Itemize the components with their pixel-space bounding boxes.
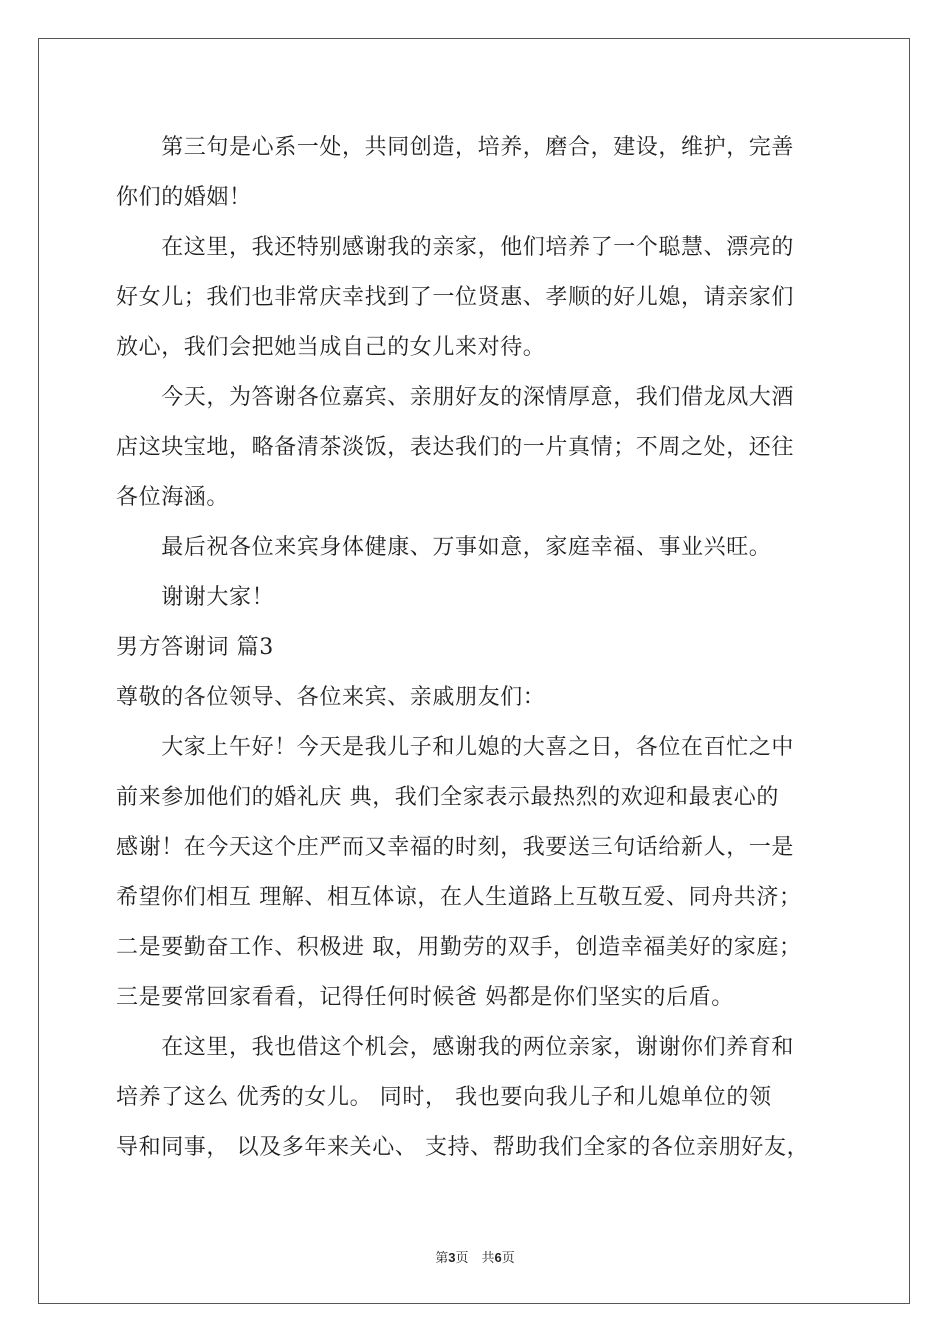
salutation: 尊敬的各位领导、各位来宾、亲戚朋友们： bbox=[116, 685, 546, 710]
text-line: 你们的婚姻！ bbox=[116, 185, 252, 210]
section-heading: 男方答谢词 篇3 bbox=[116, 635, 274, 660]
text-line: 前来参加他们的婚礼庆 典，我们全家表示最热烈的欢迎和最衷心的 bbox=[116, 785, 779, 810]
text-line: 各位海涵。 bbox=[116, 485, 230, 510]
page-number-footer bbox=[0, 1247, 950, 1266]
text-line: 好女儿；我们也非常庆幸找到了一位贤惠、孝顺的好儿媳，请亲家们 bbox=[116, 285, 795, 310]
text-line: 今天，为答谢各位嘉宾、亲朋好友的深情厚意，我们借龙凤大酒 bbox=[116, 385, 795, 410]
text-line: 导和同事， 以及多年来关心、 支持、帮助我们全家的各位亲朋好友， bbox=[116, 1135, 810, 1160]
text-line: 大家上午好！今天是我儿子和儿媳的大喜之日，各位在百忙之中 bbox=[116, 735, 795, 760]
text-line: 希望你们相互 理解、相互体谅，在人生道路上互敬互爱、同舟共济； bbox=[116, 885, 802, 910]
text-line: 感谢！在今天这个庄严而又幸福的时刻，我要送三句话给新人，一是 bbox=[116, 835, 795, 860]
text-line: 三是要常回家看看，记得任何时候爸 妈都是你们坚实的后盾。 bbox=[116, 985, 734, 1010]
page-mid: 页 共 bbox=[455, 1251, 495, 1266]
text-line: 第三句是心系一处，共同创造，培养，磨合，建设，维护，完善 bbox=[116, 135, 795, 160]
text-line: 放心，我们会把她当成自己的女儿来对待。 bbox=[116, 335, 546, 360]
text-line: 在这里，我还特别感谢我的亲家，他们培养了一个聪慧、漂亮的 bbox=[116, 235, 795, 260]
text-line: 店这块宝地，略备清茶淡饭，表达我们的一片真情；不周之处，还往 bbox=[116, 435, 795, 460]
text-line: 最后祝各位来宾身体健康、万事如意，家庭幸福、事业兴旺。 bbox=[116, 535, 772, 560]
page-suffix: 页 bbox=[501, 1251, 515, 1266]
current-page-number: 3 bbox=[448, 1250, 456, 1265]
text-line: 培养了这么 优秀的女儿。 同时， 我也要向我儿子和儿媳单位的领 bbox=[116, 1085, 772, 1110]
page-border bbox=[38, 38, 910, 1304]
text-line: 谢谢大家！ bbox=[116, 585, 275, 610]
text-line: 二是要勤奋工作、积极进 取，用勤劳的双手，创造幸福美好的家庭； bbox=[116, 935, 802, 960]
text-line: 在这里，我也借这个机会，感谢我的两位亲家，谢谢你们养育和 bbox=[116, 1035, 795, 1060]
total-page-number: 6 bbox=[494, 1250, 502, 1265]
page-prefix: 第 bbox=[435, 1251, 449, 1266]
